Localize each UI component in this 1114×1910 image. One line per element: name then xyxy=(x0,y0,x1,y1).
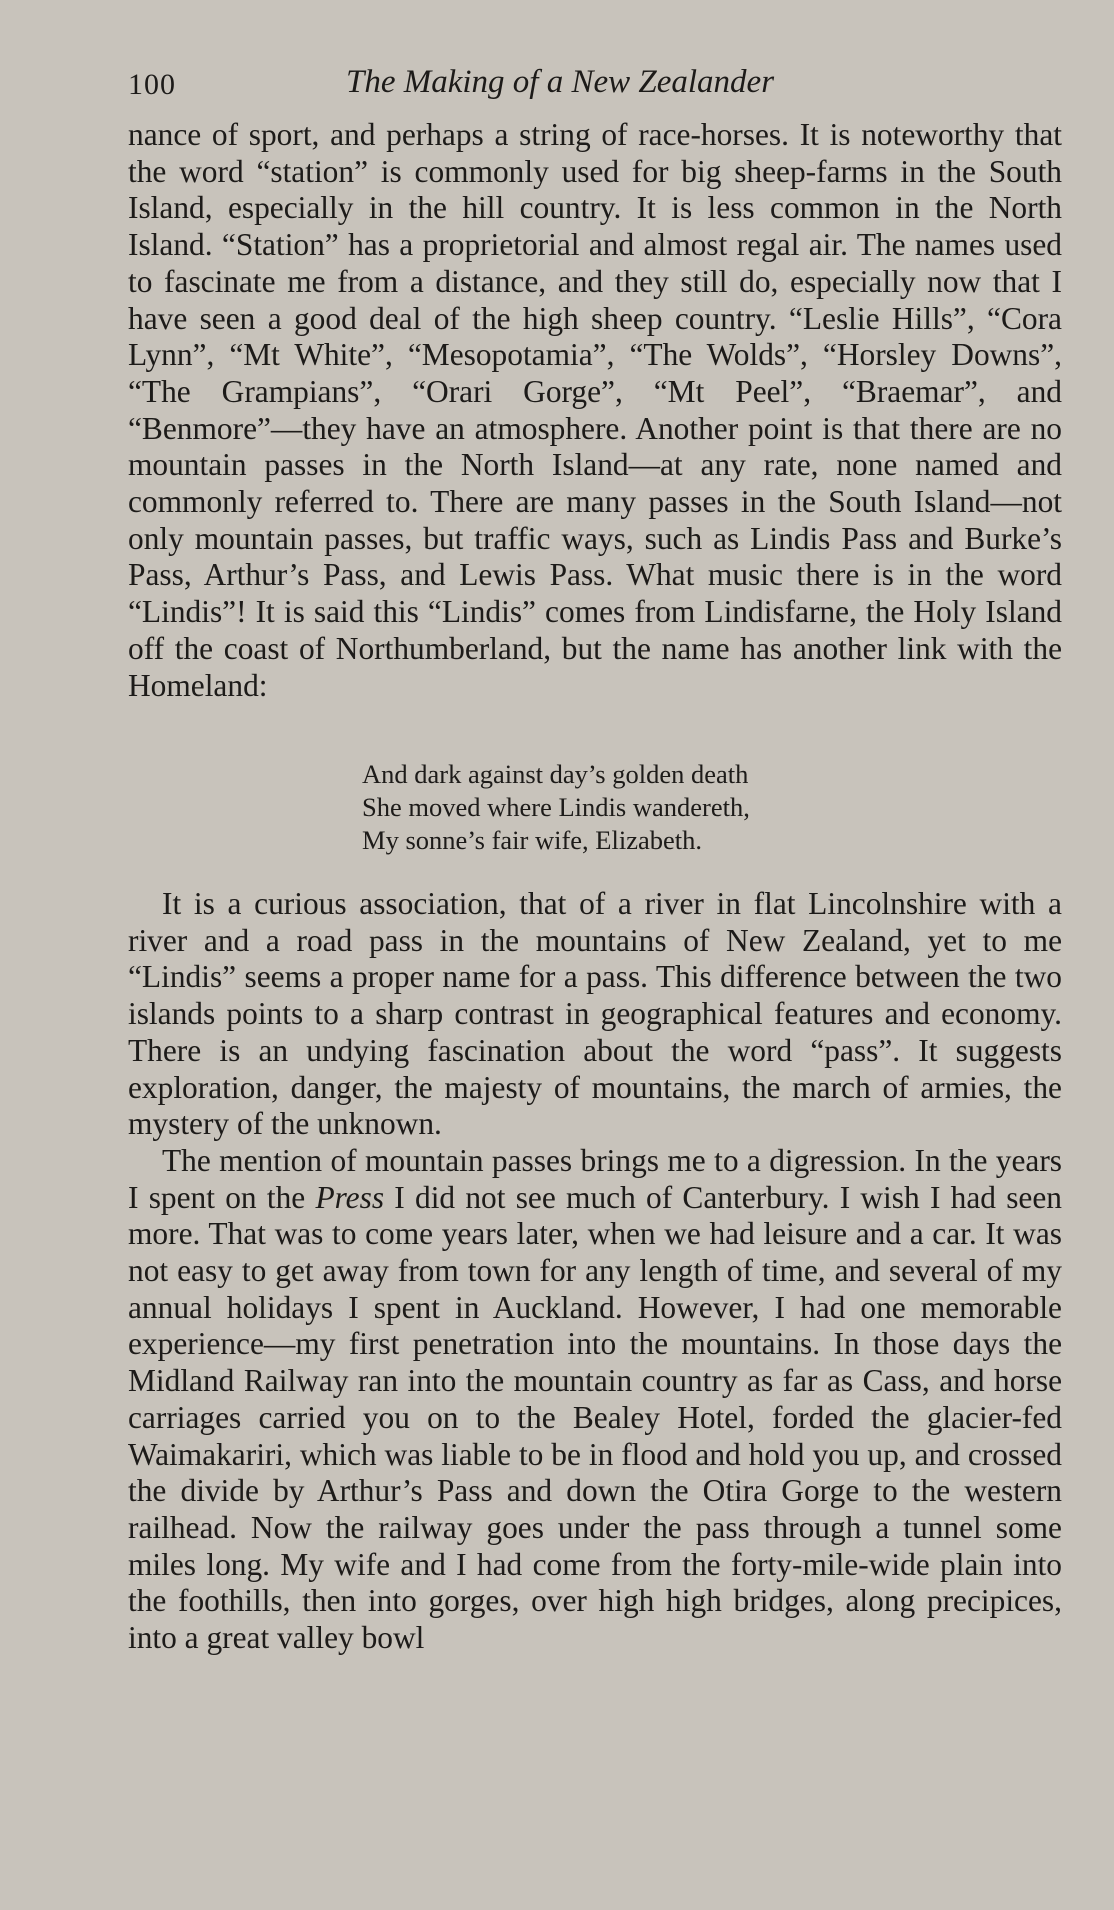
verse-line-2: She moved where Lindis wandereth, xyxy=(362,792,750,822)
page-number: 100 xyxy=(128,68,176,101)
paragraph-3-start: The mention of mountain passes brings me to a digression. In the years I spent on the xyxy=(128,1142,1062,1215)
verse-line-1: And dark against day’s golden death xyxy=(362,759,749,789)
paragraph-2: It is a curious association, that of a river in flat Lincolnshire with a river and a road pass in the mountains of New Zealand, yet to me “Lindis” seems a proper name for a pass. This difference between the two islands points to a sharp contrast in geographical features and economy. There is an undying fascination about the word “pass”. It suggests exploration, danger, the majesty of mountains, the march of armies, the mystery of the unknown. xyxy=(128,886,1062,1142)
paragraph-3-rest: I did not see much of Canterbury. I wish I had seen more. That was to come years later, when we had leisure and a car. It was not easy to get away from town for any length of time, and several of my annual holidays I spent in Auckland. However, I had one memorable experience—my first penetration into the mountains. In those days the Midland Railway ran into the mountain country as far as Cass, and horse carriages carried you on to the Bealey Hotel, forded the glacier-fed Waimakariri, which was liable to be in flood and hold you up, and crossed the divide by Arthur’s Pass and down the Otira Gorge to the western railhead. Now the railway goes under the pass through a tunnel some miles long. My wife and I had come from the forty-mile-wide plain into the foothills, then into gorges, over high high bridges, along precipices, into a great valley bowl xyxy=(128,1179,1062,1656)
body-text-bottom xyxy=(128,886,1062,1657)
verse-line-3: My sonne’s fair wife, Elizabeth. xyxy=(362,825,702,855)
newspaper-title-italic: Press xyxy=(315,1179,385,1215)
paragraph-3 xyxy=(128,1143,1062,1657)
paragraph-1: nance of sport, and perhaps a string of race-horses. It is noteworthy that the word “station” is commonly used for big sheep-farms in the South Island, especially in the hill country. It is less common in the North Island. “Station” has a proprietorial and almost regal air. The names used to fascinate me from a distance, and they still do, especially now that I have seen a good deal of the high sheep country. “Leslie Hills”, “Cora Lynn”, “Mt White”, “Mesopotamia”, “The Wolds”, “Horsley Downs”, “The Grampians”, “Orari Gorge”, “Mt Peel”, “Braemar”, and “Benmore”—they have an atmosphere. Another point is that there are no mountain passes in the North Island—at any rate, none named and commonly referred to. There are many passes in the South Island—not only mountain passes, but traffic ways, such as Lindis Pass and Burke’s Pass, Arthur’s Pass, and Lewis Pass. What music there is in the word “Lindis”! It is said this “Lindis” comes from Lindisfarne, the Holy Island off the coast of Northumberland, but the name has another link with the Homeland: xyxy=(128,117,1062,703)
running-title: The Making of a New Zealander xyxy=(346,64,775,100)
verse-quotation xyxy=(362,758,922,857)
body-text-top xyxy=(128,117,1062,704)
page-header xyxy=(128,64,990,112)
